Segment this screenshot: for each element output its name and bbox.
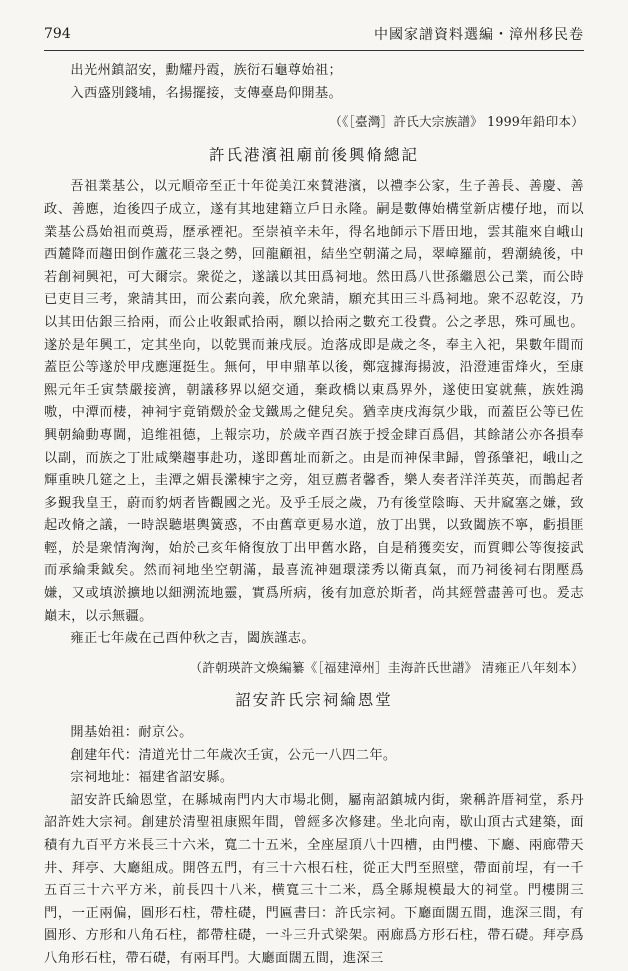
source-citation-1: （《［臺灣］許氏大宗族譜》 1999年鉛印本） (329, 114, 584, 130)
address-line: 宗祠地址：福建省詔安縣。 (70, 770, 234, 786)
section-title-2: 詔安許氏宗祠綸恩堂 (235, 691, 393, 710)
body-paragraph-1: 吾祖業基公，以元順帝至正十年從美江來賛港濱，以禮李公家，生子善長、善慶、善政、善應，迨後四子成立，遂有其地建籍立戶日永隆。嗣是數傳始構堂新店樓仔地，而以業基公爲始祖而奠焉，歷承禋祀。至崇禎辛未年，得名地師示下厝田地，雲其龍來自峨山西麓降而趨田倒作蘆花三袅之勢，回龍顧祖，結坐空朝滿之局，翠嶂羅前，碧潮繞後，中若創祠興祀，可大爾宗。衆從之，遂議以其田爲祠地。然田爲八世孫繼恩公己業，而公時已吏目三考，衆請其田，而公素向義，欣允衆請，願充其田三斗爲祠地。衆不忍乾沒，乃以其田估銀三拾兩，而公止收銀貳拾兩，願以拾兩之數充工役費。公之孝思，殊可風也。遂於是年興工，定其坐向，以乾巽而兼戌辰。迨落成即是歲之冬，奉主入祀，果數年間而蓋臣公等遂於甲戌應運挺生。無何，甲申鼎革以後，鄭寇據海揚波，沿澄連雷烽火，至康熙元年壬寅禁嚴接濟，朝議移界以絕交通，棄政橋以東爲界外，遂使田宴就蕪，族姓鴻嗷，中潭而棲，神祠宇竟销燬於金戈鐵馬之健兒矣。猶幸庚戌海氛少戢，而蓋臣公等已佐興朝綸動專閫，追维祖德，上報宗功，於歲辛酉召族于授金肆百爲倡，其餘諸公亦各損奉以副，而族之丁壯咸樂趨事赴功，遂即舊址而新之。由是而神保聿歸，曾孫肇祀，峨山之輝重映几筵之上，圭潭之媚長瀠棟宇之旁，俎豆薦者馨香，樂人奏者洋洋英英，而鵲起者多覲我皇王，蔚而豹炳者皆觀國之光。及乎壬辰之歲，乃有後堂陰晦、天井窳塞之嫌，致起改脩之議，一時誤聽堪輿簧惑，不由舊章更易水道，放丁出巽，以致闔族不寧，虧損匪輕，於是衆情洶洶，始於己亥年脩復放丁出甲舊水路，自是稍獲奕安，而質卿公等復接武而承綸秉鉞矣。然而祠地坐空朝滿，最喜流神廻環漾秀以衛真氣，而乃祠後祠右閉壓爲嫌，又或填淤擴地以細溯流地靈，實爲所病，後有加意於斯者，尚其經營盡善可也。爰志巔末，以示無疆。 (44, 179, 584, 624)
year-line: 創建年代：清道光廿二年歲次壬寅，公元一八四二年。 (70, 747, 397, 763)
verse-line-2: 入西盛別錢埔，名揚擺接，支傳臺島仰開基。 (70, 85, 343, 101)
verse-line-1: 出光州鎮詔安，勳耀丹霞，族衍石龜尊始祖； (70, 63, 343, 78)
page-header (44, 22, 584, 48)
running-title: 中國家譜資料選編・漳州移民卷 (374, 27, 584, 43)
founder-line: 開基始祖：耐京公。 (70, 725, 193, 741)
closing-line: 雍正七年歲在己酉仲秋之吉，闔族謹志。 (70, 631, 315, 647)
page-body (44, 60, 584, 971)
header-rule (44, 50, 584, 51)
section-title-1: 許氏港濱祖廟前後興脩總記 (208, 145, 419, 164)
body-paragraph-2: 詔安許氏綸恩堂，在縣城南門内大市場北側，屬南詔鎮城内街，衆稱許厝祠堂，系丹詔許姓大宗祠。創建於清聖祖康熙年間，曾經多次修建。坐北向南，歇山頂古式建築，面積有九百平方米長三十六米，寬二十五米，全座屋頂八十四槽，由門樓、下廳、兩廊帶天井、拜亭、大廳組成。開啓五門，有三十六根石柱，從正大門至照壁，帶面前埕，有一千五百三十六平方米，前長四十八米，横寬三十二米，爲全縣規模最大的祠堂。門樓開三門，一正兩偏，圓形石柱，帶柱礎，門匾書曰：許氏宗祠。下廳面闊五間，進深三間，有圓形、方形和八角石柱，都帶柱礎，一斗三升式梁架。兩廊爲方形石柱，帶石礎。拜亭爲八角形石柱，帶石礎，有兩耳門。大廳面闊五間，進深三 (44, 792, 584, 966)
source-citation-2: （許朝瑛許文煥編纂《［福建漳州］圭海許氏世譜》 清雍正八年刻本） (189, 659, 584, 675)
page-number: 794 (44, 26, 71, 42)
